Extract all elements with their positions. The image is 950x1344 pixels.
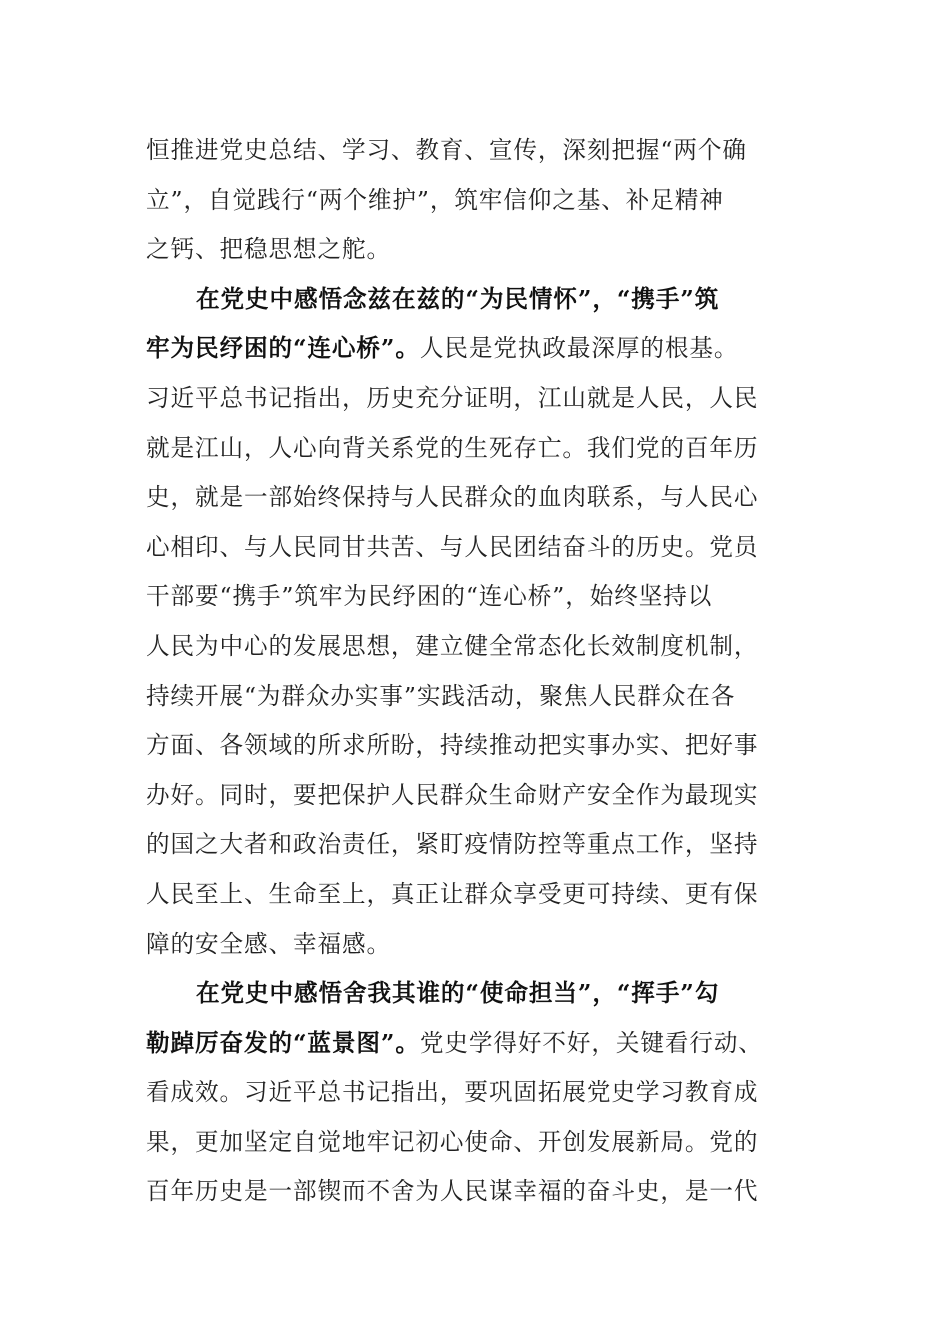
paragraph-text: 习近平总书记指出，历史充分证明，江山就是人民，人民 xyxy=(146,383,759,412)
paragraph-text: 心相印、与人民同甘共苦、与人民团结奋斗的历史。党员 xyxy=(146,532,759,561)
paragraph-text: 方面、各领域的所求所盼，持续推动把实事办实、把好事 xyxy=(146,731,759,760)
text-line xyxy=(146,1019,806,1069)
paragraph-text: 党史学得好不好，关键看行动、 xyxy=(419,1028,763,1057)
text-line xyxy=(146,672,806,722)
document-body xyxy=(146,126,806,1217)
text-line xyxy=(146,820,806,870)
paragraph-text: 的国之大者和政治责任，紧盯疫情防控等重点工作，坚持 xyxy=(146,830,759,859)
paragraph-text: 立”，自觉践行“两个维护”，筑牢信仰之基、补足精神 xyxy=(146,185,724,214)
paragraph-text: 持续开展“为群众办实事”实践活动，聚焦人民群众在各 xyxy=(146,681,736,710)
text-line xyxy=(146,572,806,622)
text-line xyxy=(146,1167,806,1217)
paragraph-text: 障的安全感、幸福感。 xyxy=(146,929,391,958)
text-line xyxy=(146,473,806,523)
bold-heading-text: 在党史中感悟舍我其谁的“使命担当”，“挥手”勾 xyxy=(196,979,720,1008)
text-line xyxy=(146,771,806,821)
bold-heading-text: 牢为民纾困的“连心桥”。 xyxy=(146,334,420,363)
text-line xyxy=(146,969,806,1019)
bold-heading-text: 在党史中感悟念兹在兹的“为民情怀”，“携手”筑 xyxy=(196,284,720,313)
text-line xyxy=(146,721,806,771)
text-line xyxy=(146,176,806,226)
paragraph-text: 恒推进党史总结、学习、教育、宣传，深刻把握“两个确 xyxy=(146,136,747,164)
text-line xyxy=(146,374,806,424)
paragraph-text: 人民至上、生命至上，真正让群众享受更可持续、更有保 xyxy=(146,879,759,908)
text-line xyxy=(146,275,806,325)
text-line xyxy=(146,424,806,474)
text-line xyxy=(146,225,806,275)
text-line xyxy=(146,622,806,672)
text-line xyxy=(146,1118,806,1168)
text-line xyxy=(146,920,806,970)
paragraph-text: 百年历史是一部锲而不舍为人民谋幸福的奋斗史，是一代 xyxy=(146,1177,759,1206)
paragraph-text: 办好。同时，要把保护人民群众生命财产安全作为最现实 xyxy=(146,780,759,809)
bold-heading-text: 勒踔厉奋发的“蓝景图”。 xyxy=(146,1028,420,1057)
text-line xyxy=(146,870,806,920)
paragraph-text: 人民为中心的发展思想，建立健全常态化长效制度机制， xyxy=(146,631,759,660)
paragraph-text: 就是江山，人心向背关系党的生死存亡。我们党的百年历 xyxy=(146,433,759,462)
paragraph-text: 果，更加坚定自觉地牢记初心使命、开创发展新局。党的 xyxy=(146,1127,759,1156)
paragraph-text: 史，就是一部始终保持与人民群众的血肉联系，与人民心 xyxy=(146,483,759,512)
text-line xyxy=(146,126,806,176)
text-line xyxy=(146,324,806,374)
text-line xyxy=(146,523,806,573)
text-line xyxy=(146,1068,806,1118)
paragraph-text: 之钙、把稳思想之舵。 xyxy=(146,235,391,264)
paragraph-text: 看成效。习近平总书记指出，要巩固拓展党史学习教育成 xyxy=(146,1078,759,1107)
paragraph-text: 人民是党执政最深厚的根基。 xyxy=(419,334,739,363)
paragraph-text: 干部要“携手”筑牢为民纾困的“连心桥”，始终坚持以 xyxy=(146,582,713,611)
